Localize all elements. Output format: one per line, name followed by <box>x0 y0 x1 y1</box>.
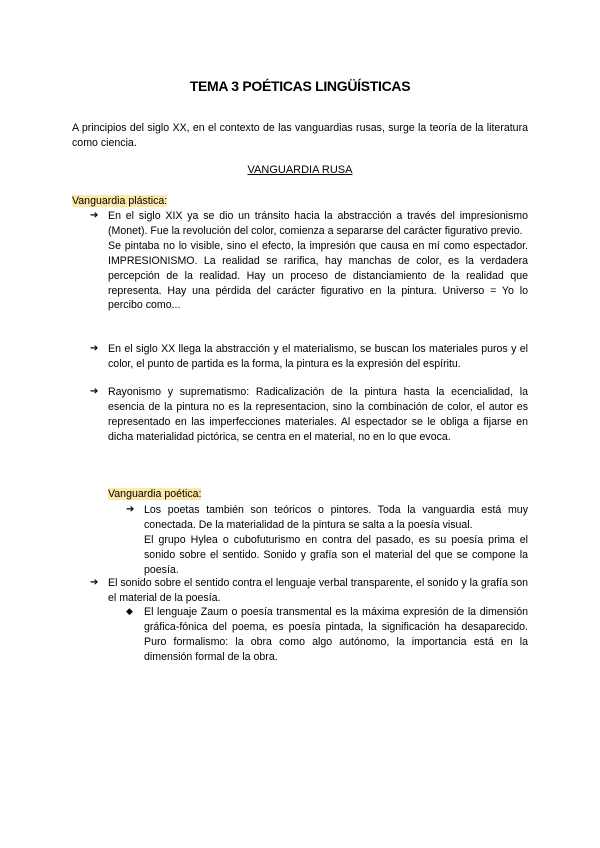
list-item-text: El lenguaje Zaum o poesía transmental es la máxima expresión de la dimensión gráfica-fónica del poema, es poesía pintada, la significación ha desaparecido. Puro formalismo: la obra como algo autónomo, la importancia está en la dimensión formal de la obra. <box>144 606 528 663</box>
list-item-text: Los poetas también son teóricos o pintores. Toda la vanguardia está muy conectada. De la materialidad de la pintura se salta a la poesía visual. <box>144 504 528 531</box>
list-item-text: Se pintaba no lo visible, sino el efecto, la impresión que causa en mí como espectador. IMPRESIONISMO. La realidad se rarifica, hay manchas de color, es la verdadera percepción de la realidad. Hay un proceso de distanciamiento de la realidad que representa. Hay una pérdida del carácter figurativo en la pintura. Universo = Yo lo percibo como... <box>108 239 528 312</box>
list-item-text: El grupo Hylea o cubofuturismo en contra del pasado, es su poesía prima el sonido sobre el sentido. Sonido y grafía son el material del que se compone la poesía. <box>144 533 528 576</box>
document-title: TEMA 3 POÉTICAS LINGÜÍSTICAS <box>189 78 411 94</box>
arrow-right-icon: ➔ <box>90 210 99 221</box>
intro-paragraph: A principios del siglo XX, en el contexto de las vanguardias rusas, surge la teoría de la literatura como ciencia. <box>72 122 528 149</box>
list-item-text: Rayonismo y suprematismo: Radicalización de la pintura hasta la ecencialidad, la esencia de la pintura no es la representacion, sino la combinación de color, el autor es representado en las imperfecciones materiales. Al espectador se le obliga a fijarse en dicha materialidad pictórica, se centra en el material, no en lo que evoca. <box>108 386 528 443</box>
subheading-plastica-text: Vanguardia plástica: <box>72 195 168 207</box>
list-item-text: En el siglo XX llega la abstracción y el materialismo, se buscan los materiales puros y el color, el punto de partida es la forma, la pintura es la expresión del espíritu. <box>108 343 528 370</box>
list-item-text: El sonido sobre el sentido contra el lenguaje verbal transparente, el sonido y la grafía son el material de la poesía. <box>108 577 528 604</box>
list-item-text: En el siglo XIX ya se dio un tránsito hacia la abstracción a través del impresionismo (Monet). Fue la revolución del color, comienza a separarse del carácter figurativo previo. <box>108 210 528 237</box>
arrow-right-icon: ➔ <box>90 577 99 588</box>
subheading-plastica <box>72 195 167 207</box>
section-title: VANGUARDIA RUSA <box>247 164 353 176</box>
arrow-right-icon: ➔ <box>90 343 99 354</box>
arrow-right-icon: ➔ <box>90 386 99 397</box>
subheading-poetica-text: Vanguardia poética: <box>108 488 202 500</box>
subheading-poetica <box>108 488 201 500</box>
arrow-right-icon: ➔ <box>126 504 135 515</box>
diamond-bullet-icon: ◆ <box>126 607 133 617</box>
